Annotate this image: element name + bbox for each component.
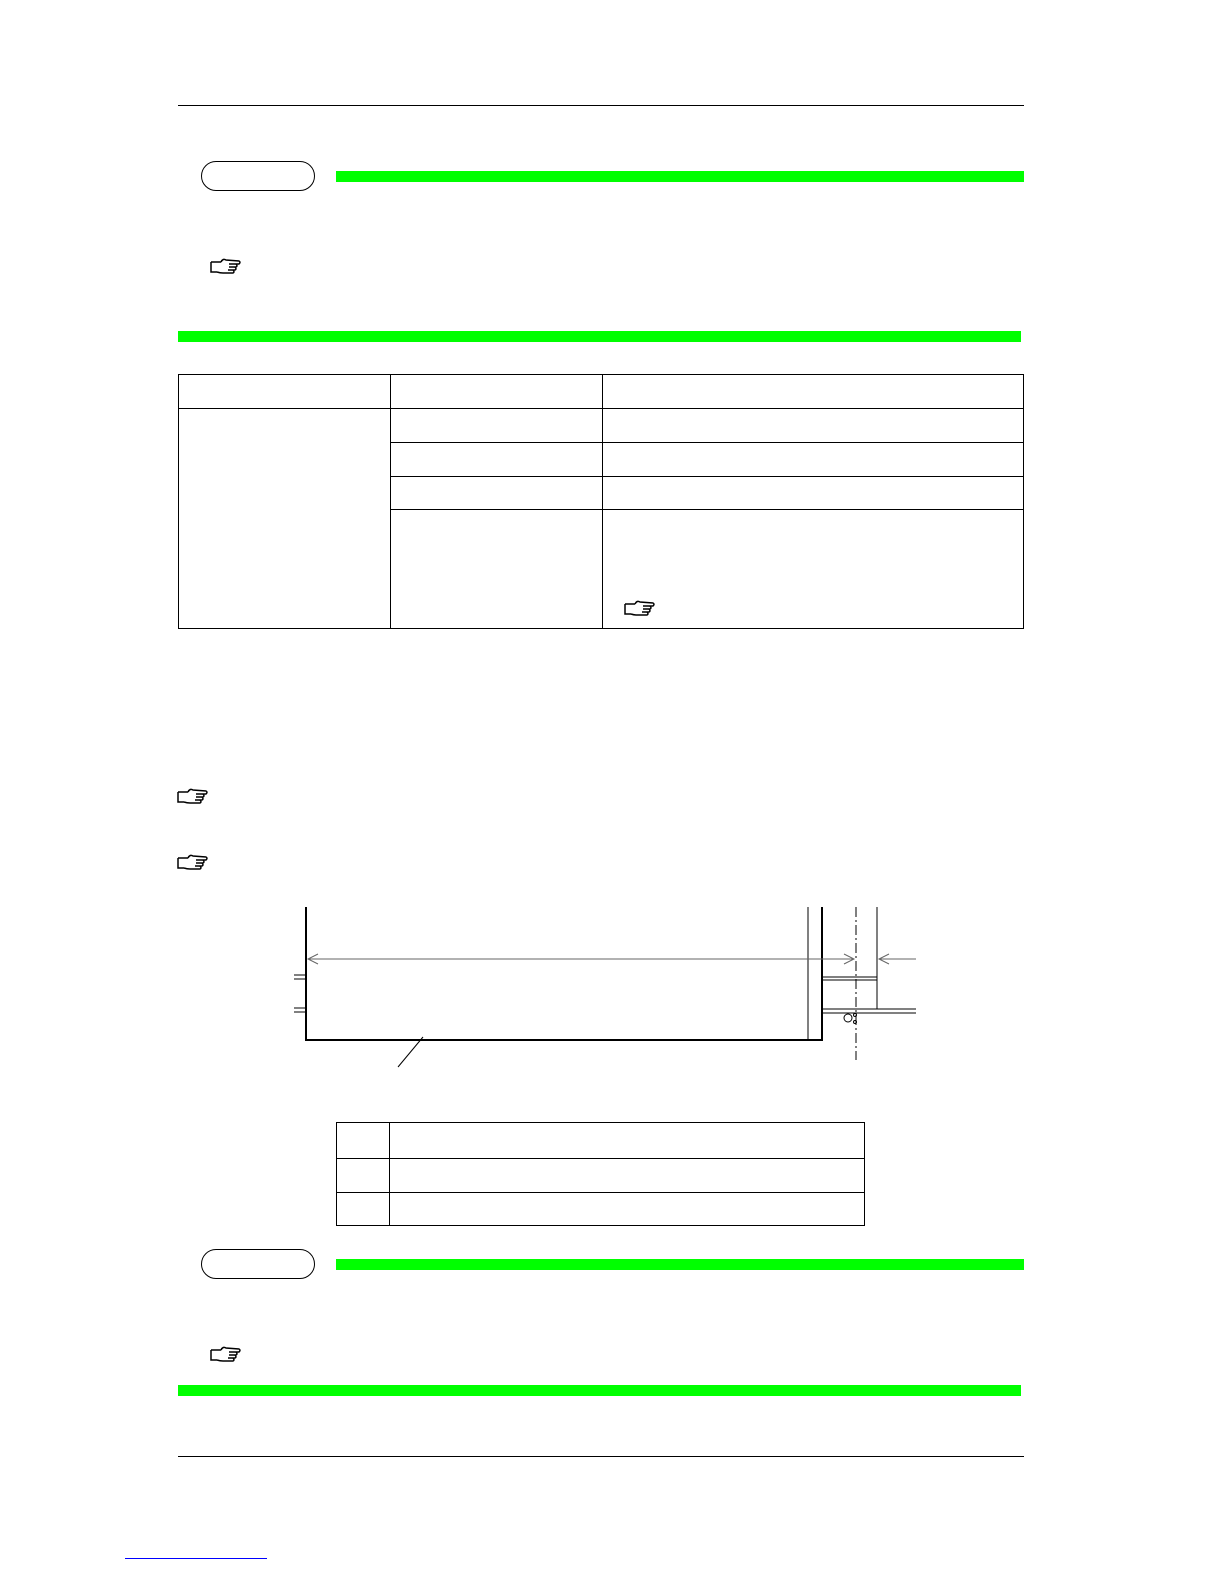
table-cell [603, 510, 1024, 629]
note-badge-2 [201, 1249, 315, 1279]
table-cell [391, 443, 603, 477]
footer-rule [178, 1456, 1024, 1457]
table-cell [391, 409, 603, 443]
diagram-body-outline [306, 907, 822, 1040]
table-cell [603, 477, 1024, 510]
diagram-leader-line [398, 1037, 423, 1067]
pointing-hand-icon [176, 786, 210, 808]
section-green-bar-2 [178, 1385, 1021, 1396]
header-rule [178, 105, 1024, 106]
table-header-2 [391, 375, 603, 409]
pointing-hand-icon [623, 598, 657, 620]
table-cell [391, 477, 603, 510]
table-cell [603, 443, 1024, 477]
legend-key [337, 1159, 390, 1193]
legend-key [337, 1193, 390, 1226]
table-header-1 [179, 375, 391, 409]
legend-value [390, 1193, 865, 1226]
legend-table [336, 1122, 865, 1226]
pointing-hand-icon [209, 256, 243, 278]
section-green-bar-1 [178, 331, 1021, 342]
pointing-hand-icon [209, 1344, 243, 1366]
table-cell [391, 510, 603, 629]
note-green-bar-2 [336, 1259, 1024, 1270]
spec-table [178, 374, 1024, 629]
table-row-group-label [179, 409, 391, 629]
table-cell [603, 409, 1024, 443]
legend-value [390, 1159, 865, 1193]
technical-diagram [290, 905, 920, 1075]
legend-key [337, 1123, 390, 1159]
note-green-bar-1 [336, 171, 1024, 182]
note-badge-1 [201, 161, 315, 191]
footer-link-underline[interactable] [125, 1558, 267, 1559]
pointing-hand-icon [176, 852, 210, 874]
legend-value [390, 1123, 865, 1159]
diagram-hole [844, 1014, 852, 1022]
table-header-3 [603, 375, 1024, 409]
